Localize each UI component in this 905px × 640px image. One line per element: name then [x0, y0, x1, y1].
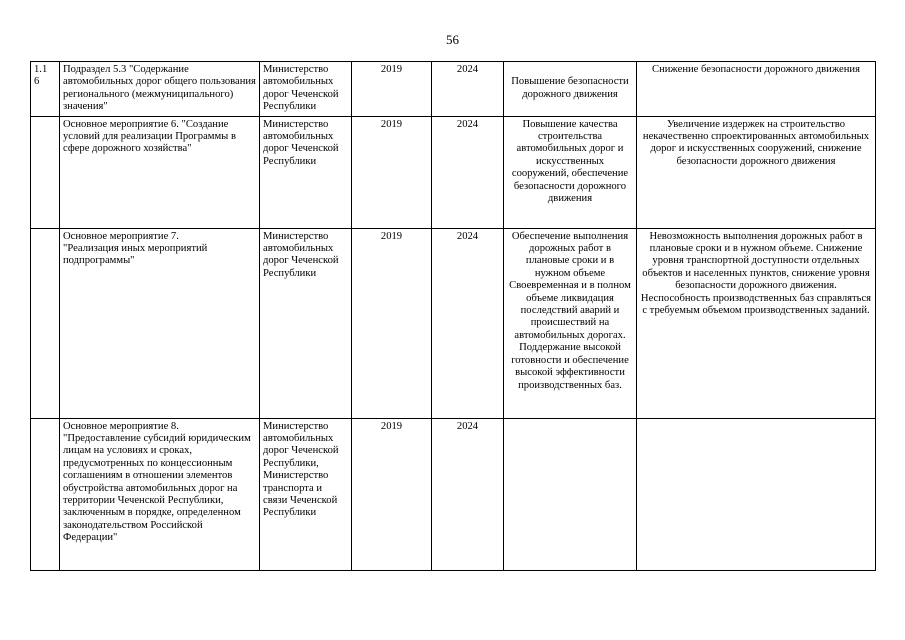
executor-cell: Министерство автомобильных дорог Чеченской Республики, Министерство транспорта и связи Чеченской Республики: [260, 418, 352, 570]
risk-cell: Невозможность выполнения дорожных работ в плановые сроки и в нужном объеме. Снижение уровня транспортной доступности отдельных объектов и населенных пунктов, снижение уровня безопасности дорожного движения. Неспособность производственных баз справляться с требуемым объемом производственных заданий.: [637, 228, 876, 418]
executor-cell: Министерство автомобильных дорог Чеченской Республики: [260, 116, 352, 228]
row-number-cell: [31, 116, 60, 228]
start-year-cell: 2019: [352, 418, 432, 570]
expected-result-cell: Повышение качества строительства автомобильных дорог и искусственных сооружений, обеспечение безопасности дорожного движения: [504, 116, 637, 228]
page-number: 56: [446, 32, 459, 47]
end-year-cell: 2024: [432, 62, 504, 117]
measure-name-cell: Основное мероприятие 7. "Реализация иных мероприятий подпрограммы": [60, 228, 260, 418]
table-row: [31, 418, 876, 570]
end-year-cell: 2024: [432, 418, 504, 570]
start-year-cell: 2019: [352, 62, 432, 117]
table-row: [31, 228, 876, 418]
measure-name-cell: Подраздел 5.3 "Содержание автомобильных дорог общего пользования регионального (межмуниципального) значения": [60, 62, 260, 117]
start-year-cell: 2019: [352, 228, 432, 418]
expected-result-cell: [504, 418, 637, 570]
expected-result-cell: Обеспечение выполнения дорожных работ в плановые сроки и в нужном объеме Своевременная и в полном объеме ликвидация последствий аварий и происшествий на автомобильных дорогах. Поддержание высокой готовности и обеспечение высокой эффективности производственных баз.: [504, 228, 637, 418]
end-year-cell: 2024: [432, 228, 504, 418]
program-measures-table: [30, 61, 876, 571]
expected-result-cell: Повышение безопасности дорожного движения: [504, 62, 637, 117]
risk-cell: Снижение безопасности дорожного движения: [637, 62, 876, 117]
row-number-cell: [31, 228, 60, 418]
row-number-cell: 1.1 6: [31, 62, 60, 117]
executor-cell: Министерство автомобильных дорог Чеченской Республики: [260, 228, 352, 418]
risk-cell: Увеличение издержек на строительство некачественно спроектированных автомобильных дорог и искусственных сооружений, снижение безопасности дорожного движения: [637, 116, 876, 228]
start-year-cell: 2019: [352, 116, 432, 228]
risk-cell: [637, 418, 876, 570]
end-year-cell: 2024: [432, 116, 504, 228]
measure-name-cell: Основное мероприятие 8. "Предоставление субсидий юридическим лицам на условиях и сроках, предусмотренных по концессионным соглашениям в отношении элементов обустройства автомобильных дорог на территории Чеченской Республики, заключенным в порядке, определенном законодательством Российской Федерации": [60, 418, 260, 570]
table-row: [31, 62, 876, 117]
measure-name-cell: Основное мероприятие 6. "Создание условий для реализации Программы в сфере дорожного хозяйства": [60, 116, 260, 228]
executor-cell: Министерство автомобильных дорог Чеченской Республики: [260, 62, 352, 117]
row-number-cell: [31, 418, 60, 570]
table-row: [31, 116, 876, 228]
